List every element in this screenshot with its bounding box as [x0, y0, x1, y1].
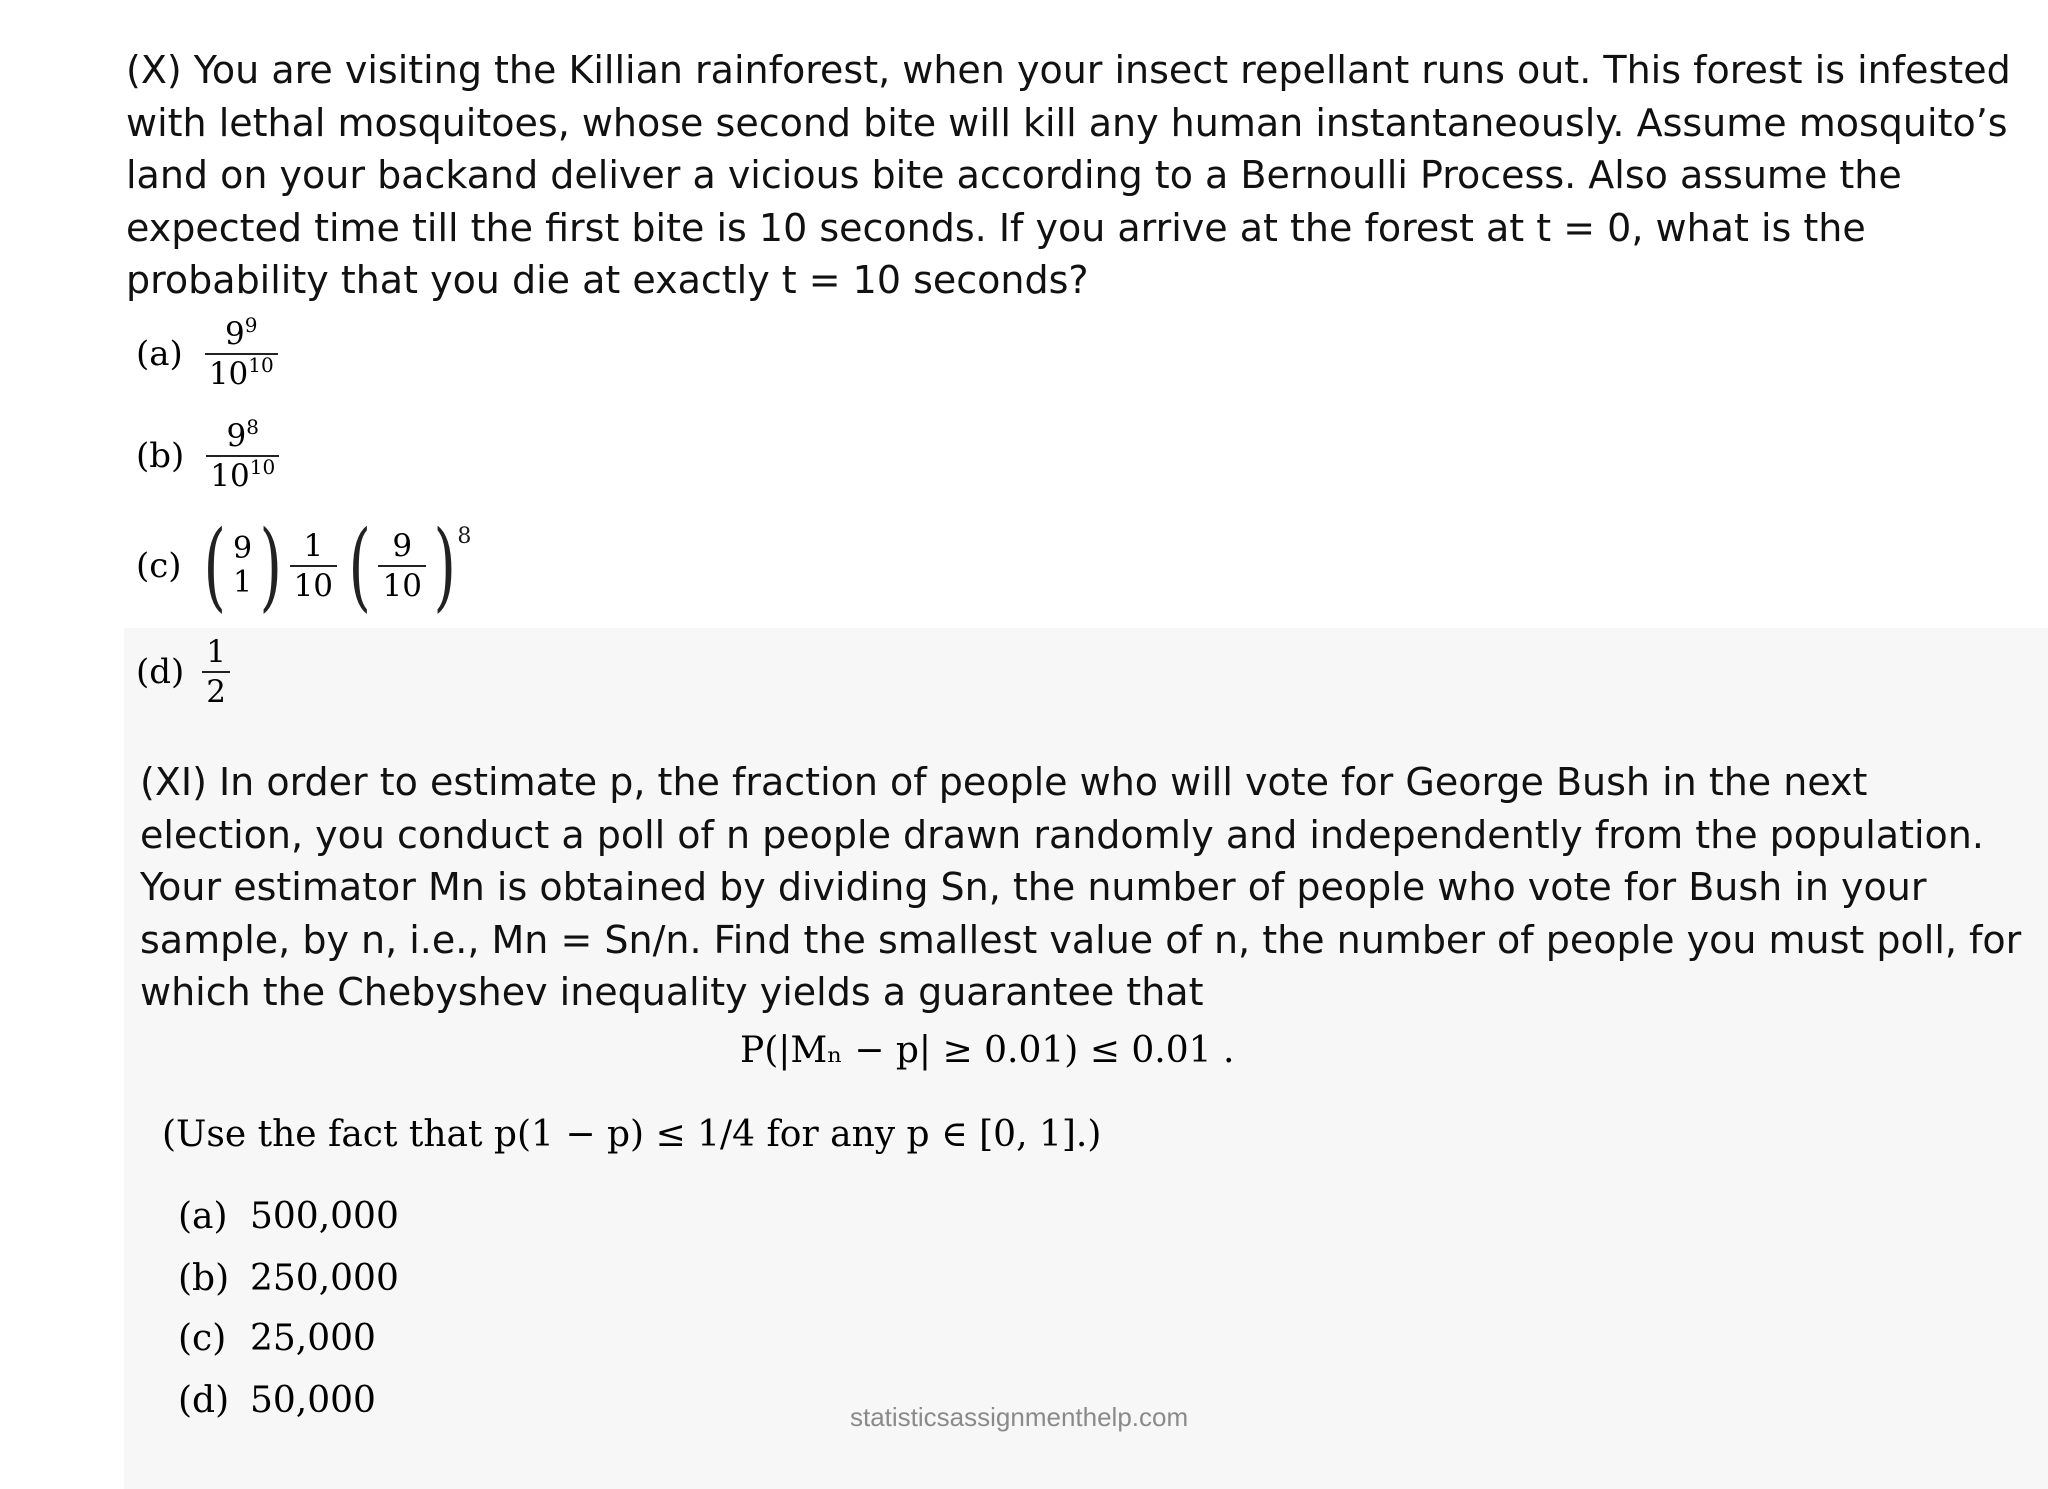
- fraction: $\frac{9}{10}$: [378, 530, 425, 602]
- question-10-text: (X) You are visiting the Killian rainforest, when your insect repellant runs out. This forest is infested with lethal mosquitoes, whose second bite will kill any human instantaneously. Assume mosquito’s land on your backand deliver a vicious bite according to a Bernoulli Process. Also assume the expected time till the first bite is 10 seconds. If you arrive at the forest at t = 0, what is the probability that you die at exactly t = 10 seconds?: [126, 48, 2011, 303]
- binom-top: 9: [233, 530, 253, 566]
- question-11-text: (XI) In order to estimate p, the fraction of people who will vote for George Bush in the next election, you conduct a poll of n people drawn randomly and independently from the population. Your estimator Mn is obtained by dividing Sn, the number of people who vote for Bush in your sample, by n, i.e., Mn = Sn/n. Find the smallest value of n, the number of people you must poll, for which the Chebyshev inequality yields a guarantee that: [140, 760, 2022, 1015]
- q11-option-d: (d) 50,000: [178, 1380, 376, 1421]
- watermark-text: statisticsassignmenthelp.com: [850, 1402, 1189, 1432]
- fraction: [205, 313, 278, 392]
- numerator-exponent: 8: [246, 415, 259, 439]
- binomial-coefficient: ( 9 1 ): [203, 510, 283, 622]
- q10-option-a: [136, 313, 278, 392]
- denominator-base: 10: [210, 457, 250, 494]
- q10-option-c: (c) ( 9 1 ) $\frac{1}{10}$ ( $\frac{9}{10}$ ) 8: [136, 510, 472, 622]
- fraction: $\frac{1}{10}$: [290, 530, 337, 602]
- binom-bottom: 1: [233, 565, 253, 600]
- denominator-exponent: 10: [248, 352, 274, 377]
- fraction: $\frac{1}{2}$: [202, 636, 230, 708]
- option-label: (c): [136, 546, 182, 586]
- numerator-base: 9: [225, 316, 245, 352]
- q10-option-d: [136, 636, 230, 708]
- q10-option-b: [136, 415, 279, 494]
- q11-option-c: (c) 25,000: [178, 1318, 376, 1359]
- hint-text: (Use the fact that p(1 − p) ≤ 1/4 for any p ∈ [0, 1].): [162, 1114, 1102, 1155]
- denominator-base: 10: [208, 355, 249, 392]
- numerator-exponent: 9: [244, 313, 258, 337]
- option-label: (a): [136, 334, 183, 375]
- numerator-base: 9: [226, 418, 247, 454]
- exponent: 8: [457, 524, 472, 549]
- fraction: [206, 415, 279, 494]
- q11-option-a: (a) 500,000: [178, 1196, 399, 1237]
- option-label: (d): [136, 652, 185, 693]
- option-label: (b): [136, 436, 185, 477]
- chebyshev-inequality: P(|Mₙ − p| ≥ 0.01) ≤ 0.01 .: [740, 1030, 1235, 1071]
- q11-option-b: (b) 250,000: [178, 1258, 399, 1299]
- denominator-exponent: 10: [249, 454, 276, 479]
